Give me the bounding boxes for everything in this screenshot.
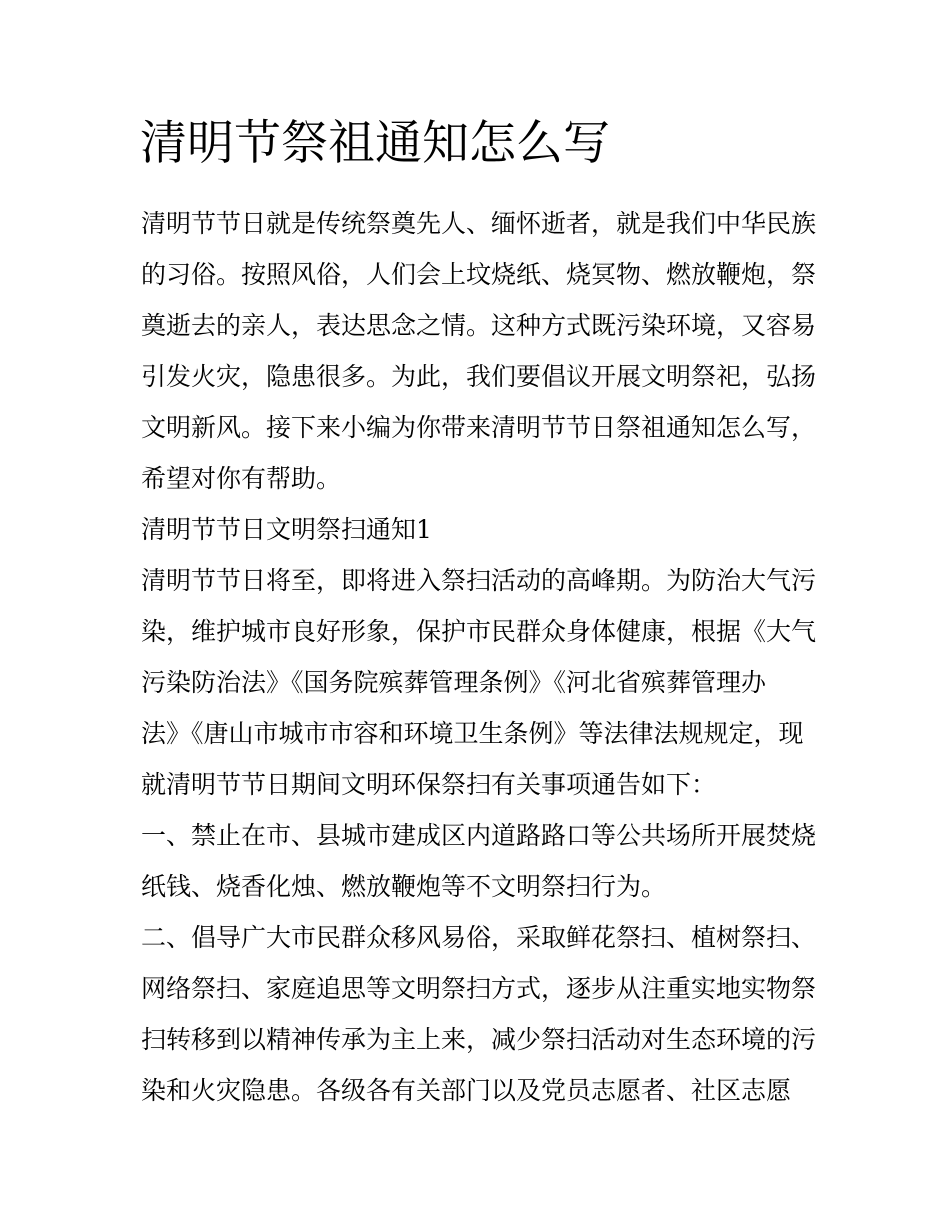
intro-line: 希望对你有帮助。 xyxy=(141,464,342,493)
intro-line: 引发火灾，隐患很多。为此，我们要倡议开展文明祭祀，弘扬 xyxy=(141,362,817,391)
item-two-line: 扫转移到以精神传承为主上来，减少祭扫活动对生态环境的污 xyxy=(141,1025,817,1054)
intro-line: 的习俗。按照风俗，人们会上坟烧纸、烧冥物、燃放鞭炮，祭 xyxy=(141,260,817,289)
item-one-line: 一、禁止在市、县城市建成区内道路路口等公共场所开展焚烧 xyxy=(141,821,817,850)
document-title: 清明节祭祖通知怎么写 xyxy=(140,116,610,171)
item-two-line: 染和火灾隐患。各级各有关部门以及党员志愿者、社区志愿 xyxy=(141,1076,792,1105)
item-two-line: 二、倡导广大市民群众移风易俗，采取鲜花祭扫、植树祭扫、 xyxy=(141,923,817,952)
notice-line: 染，维护城市良好形象，保护市民群众身体健康，根据《大气 xyxy=(141,617,817,646)
intro-line: 奠逝去的亲人，表达思念之情。这种方式既污染环境，又容易 xyxy=(141,311,817,340)
notice-line: 清明节节日将至，即将进入祭扫活动的高峰期。为防治大气污 xyxy=(141,566,817,595)
section-heading: 清明节节日文明祭扫通知1 xyxy=(141,515,432,544)
intro-line: 文明新风。接下来小编为你带来清明节节日祭祖通知怎么写， xyxy=(141,413,817,442)
item-two-line: 网络祭扫、家庭追思等文明祭扫方式，逐步从注重实地实物祭 xyxy=(141,974,817,1003)
intro-line: 清明节节日就是传统祭奠先人、缅怀逝者，就是我们中华民族 xyxy=(141,209,817,238)
notice-line: 法》《唐山市城市市容和环境卫生条例》等法律法规规定，现 xyxy=(141,719,804,748)
notice-line: 就清明节节日期间文明环保祭扫有关事项通告如下： xyxy=(141,770,717,799)
item-one-line: 纸钱、烧香化烛、燃放鞭炮等不文明祭扫行为。 xyxy=(141,872,667,901)
notice-line: 污染防治法》《国务院殡葬管理条例》《河北省殡葬管理办 xyxy=(141,668,767,697)
document-body xyxy=(141,198,821,1116)
